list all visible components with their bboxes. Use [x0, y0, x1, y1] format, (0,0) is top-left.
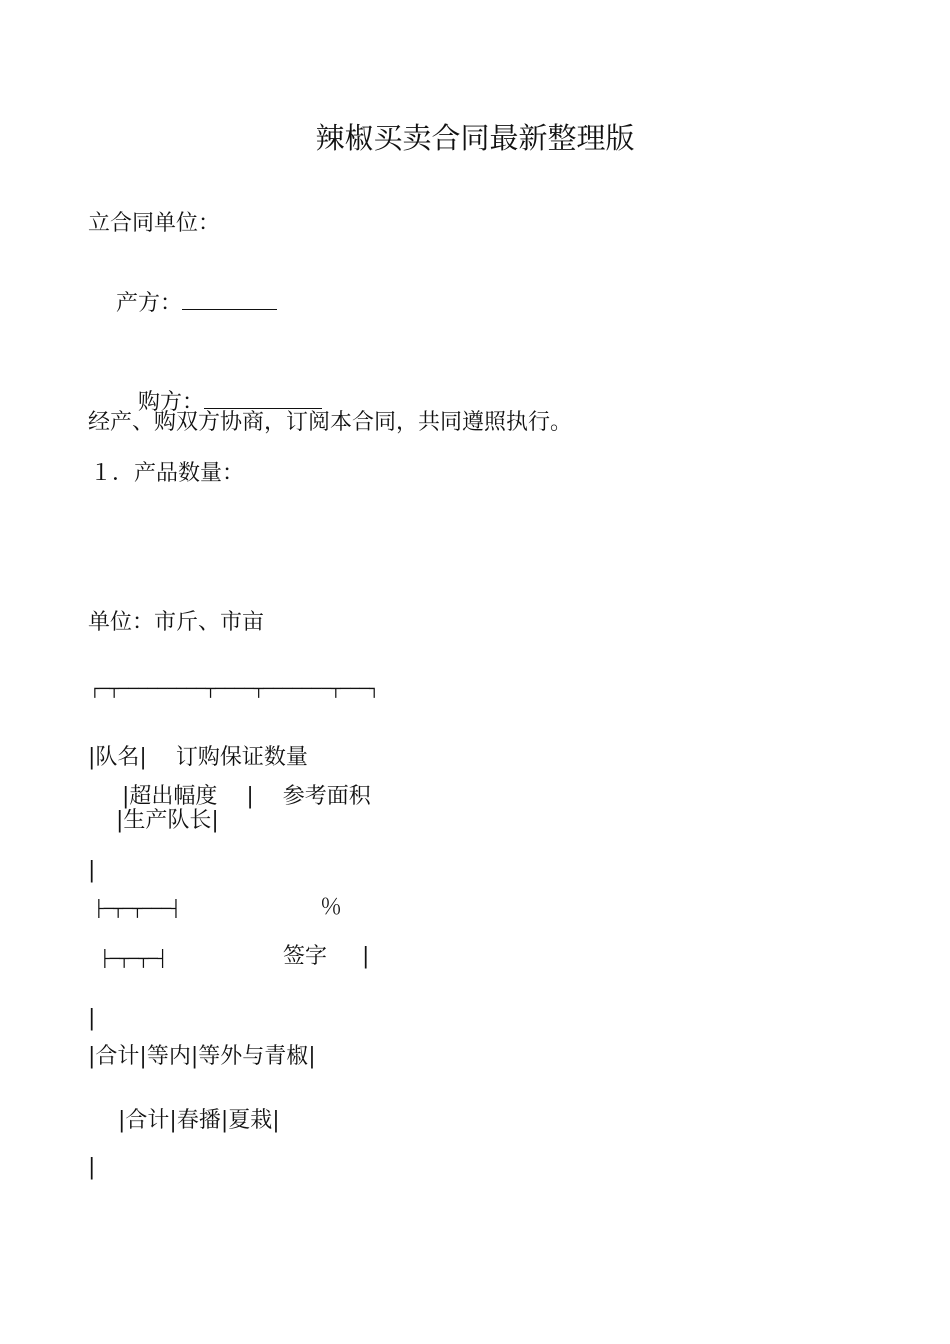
table-bar-3: | — [88, 1155, 96, 1180]
table-bar-1: | — [88, 858, 96, 883]
contracting-parties-label: 立合同单位： — [88, 211, 221, 236]
table-header-row-1: |队名| 订购保证数量 — [88, 745, 308, 770]
seller-label: 产方： — [115, 291, 182, 316]
percent-sign: ％ — [320, 895, 343, 920]
table-border-row-1: ├─┬─┬───┤ — [94, 899, 181, 918]
seller-line — [88, 259, 277, 349]
table-border-row-2: ├─┬─┬─┤ — [100, 949, 168, 968]
sign-cell: 签字 — [283, 944, 328, 969]
sign-cell-bar: | — [362, 944, 370, 969]
table-totals-row-1: |合计|等内|等外与青椒| — [88, 1044, 316, 1069]
section-1-heading: １．产品数量： — [90, 461, 245, 486]
table-bar-2: | — [88, 1006, 96, 1031]
seller-blank — [182, 289, 277, 310]
buyer-label: 购方： — [137, 390, 204, 415]
document-title: 辣椒买卖合同最新整理版 — [315, 121, 635, 155]
table-header-row-3: |生产队长| — [116, 808, 219, 833]
table-totals-row-2: |合计|春播|夏栽| — [118, 1108, 280, 1133]
intro-paragraph: 经产、购双方协商，订阅本合同，共同遵照执行。 — [88, 410, 573, 435]
buyer-blank — [204, 388, 322, 409]
unit-line: 单位：市斤、市亩 — [88, 610, 265, 635]
table-top-border: ┌─┬─────────┬────┬───────┬───┐ — [90, 679, 379, 698]
table-header-row-2: |超出幅度 | 参考面积 — [122, 784, 371, 809]
